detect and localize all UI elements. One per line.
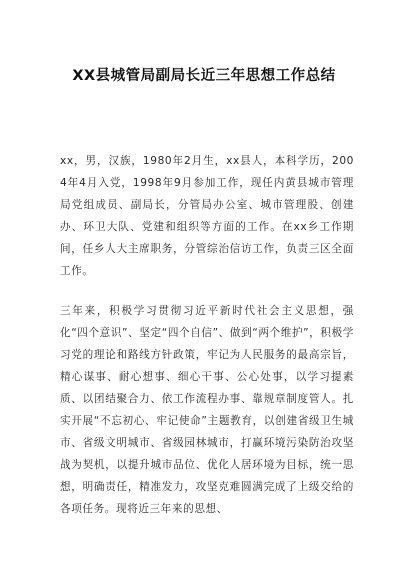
paragraph-personal-info: xx，男，汉族，1980年2月生，xx县人，本科学历，2004年4月入党，1998年9月参加工作，现任内黄县城市管理局党组成员、副局长，分管局办公室、城市管理股、创建办、环卫大队、党建和组织等方面的工作。在xx乡工作期间，任乡人大主席职务，分管综治信访工作，负责三区全面工作。 — [60, 155, 354, 277]
paragraph-work-summary: 三年来，积极学习贯彻习近平新时代社会主义思想，强化“四个意识”、坚定“四个自信”、做到“两个维护”，积极学习党的理论和路线方针政策，牢记为人民服务的最高宗旨，精心谋事、耐心想事、细心干事、公心处事，以学习提素质、以团结聚合力、依工作流程办事、靠规章制度管人。扎实开展“不忘初心、牢记使命”主题教育，以创建省级卫生城市、省级文明城市、省级园林城市，打赢环境污染防治攻坚战为契机，以提升城市品位、优化人居环境为目标，统一思想，明确责任，精准发力，攻坚克难圆满完成了上级交给的各项任务。现将近三年来的思想、 — [60, 305, 354, 515]
document-title: XX县城管局副局长近三年思想工作总结 — [72, 68, 336, 84]
